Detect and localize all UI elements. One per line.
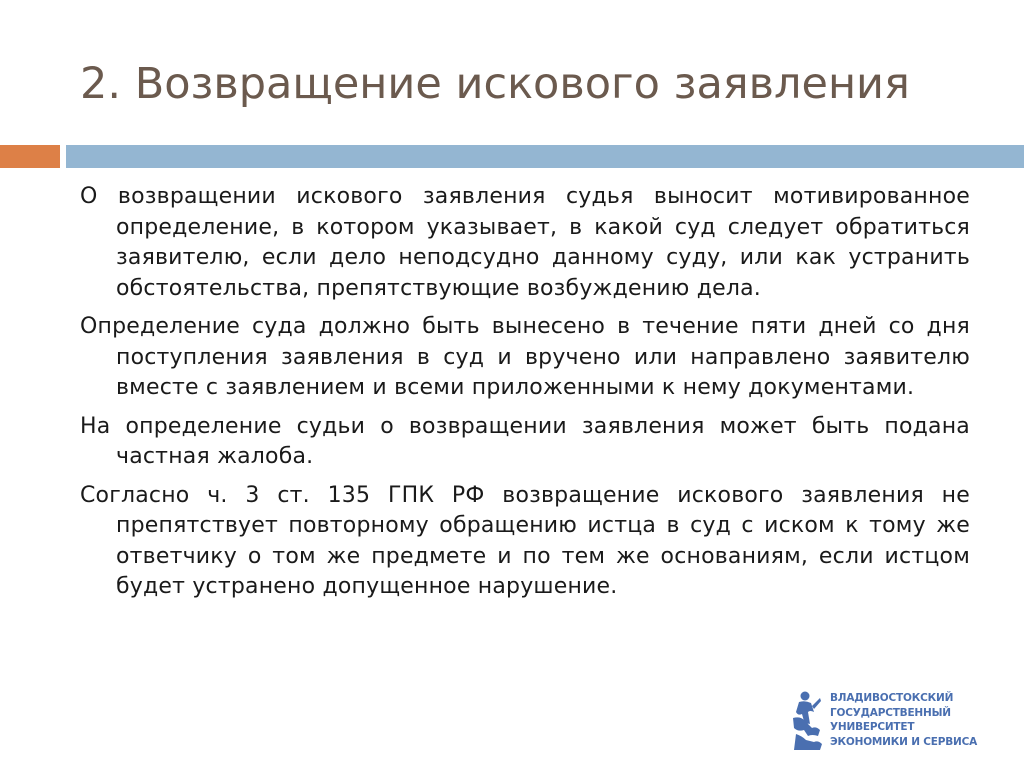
paragraph-2: Определение суда должно быть вынесено в течение пяти дней со дня поступления заявления в суд и вручено или направлено заявителю вместе с заявлением и всеми приложенными к нему документами.	[80, 314, 970, 400]
logo-line-3: УНИВЕРСИТЕТ	[830, 721, 915, 733]
logo-line-2: ГОСУДАРСТВЕННЫЙ	[830, 706, 951, 719]
university-emblem-icon	[790, 690, 824, 752]
paragraph-1: О возвращении искового заявления судья выносит мотивированное определение, в котором указывает, в какой суд следует обратиться заявителю, если дело неподсудно данному суду, или как устранить обстоятельства, препятствующие возбуждению дела.	[80, 184, 970, 301]
logo-line-4: ЭКОНОМИКИ И СЕРВИСА	[830, 735, 978, 748]
university-logo	[790, 688, 1012, 754]
slide-title: 2. Возвращение искового заявления	[80, 59, 910, 109]
paragraph-4: Согласно ч. 3 ст. 135 ГПК РФ возвращение искового заявления не препятствует повторному обращению истца в суд с иском к тому же ответчику о том же предмете и по тем же основаниям, если истцом будет устранено допущенное нарушение.	[80, 482, 970, 599]
title-rule-bar	[66, 145, 1024, 168]
logo-line-1: ВЛАДИВОСТОКСКИЙ	[830, 692, 954, 704]
accent-bar	[0, 145, 60, 168]
paragraph-3: На определение судьи о возвращении заявления может быть подана частная жалоба.	[80, 413, 970, 469]
university-name	[830, 691, 1012, 749]
slide-body	[80, 182, 970, 611]
